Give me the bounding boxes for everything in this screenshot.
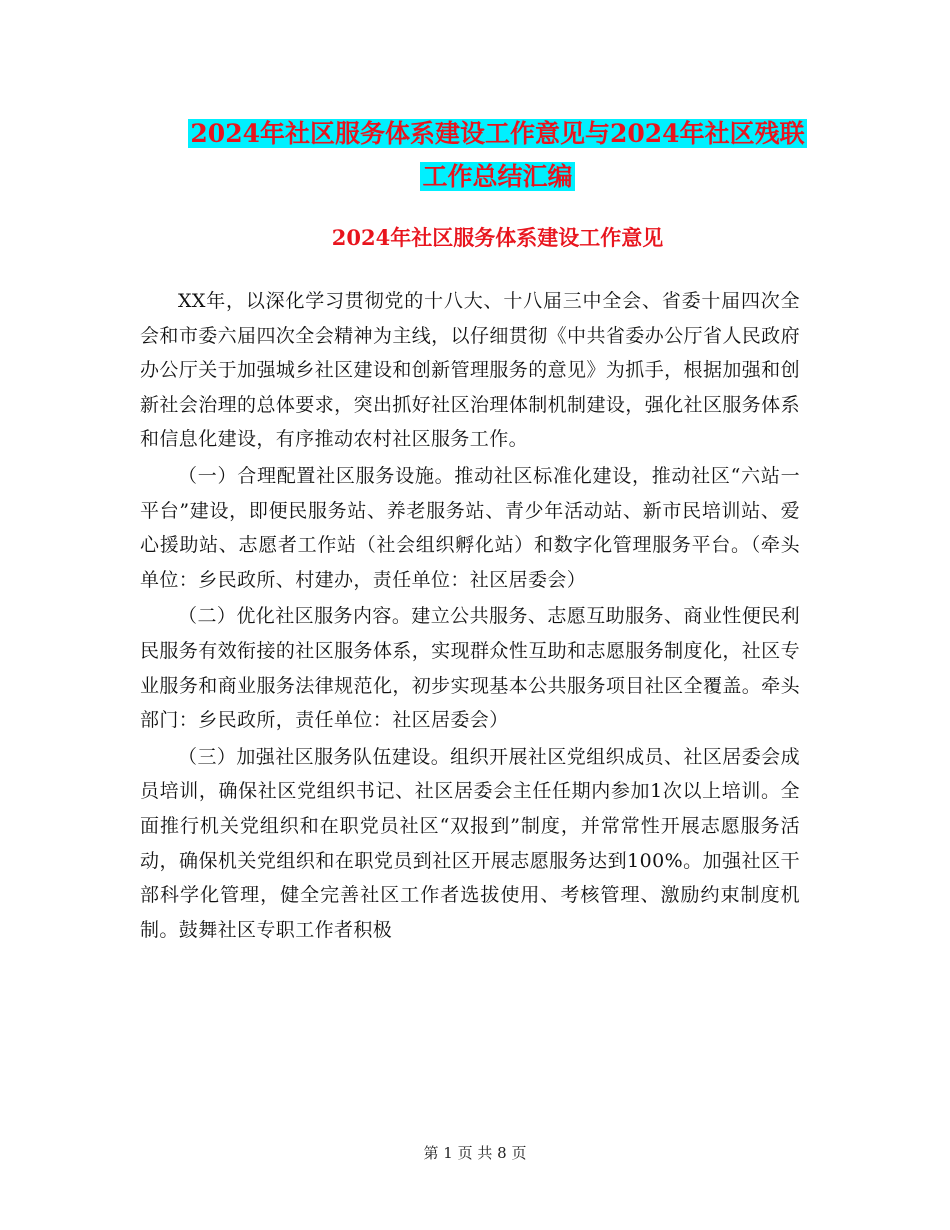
paragraph-item-1: （一）合理配置社区服务设施。推动社区标准化建设，推动社区“六站一平台”建设，即便民服务站、养老服务站、青少年活动站、新市民培训站、爱心援助站、志愿者工作站（社会组织孵化站）和数字化管理服务平台。（牵头单位：乡民政所、村建办，责任单位：社区居委会）: [140, 464, 800, 591]
document-body: [140, 284, 800, 949]
section-title: 2024年社区服务体系建设工作意见: [331, 225, 664, 250]
paragraph-intro: XX年，以深化学习贯彻党的十八大、十八届三中全会、省委十届四次全会和市委六届四次全会精神为主线，以仔细贯彻《中共省委办公厅省人民政府办公厅关于加强城乡社区建设和创新管理服务的意见》为抓手，根据加强和创新社会治理的总体要求，突出抓好社区治理体制机制建设，强化社区服务体系和信息化建设，有序推动农村社区服务工作。: [140, 290, 800, 451]
main-title-line-2: [140, 155, 855, 198]
main-title-line-1: [140, 112, 855, 155]
main-title-line-2-text: 工作总结汇编: [422, 162, 573, 191]
paragraph-item-3: （三）加强社区服务队伍建设。组织开展社区党组织成员、社区居委会成员培训，确保社区党组织书记、社区居委会主任任期内参加1次以上培训。全面推行机关党组织和在职党员社区“双报到”制度，并常常性开展志愿服务活动，确保机关党组织和在职党员到社区开展志愿服务达到100%。加强社区干部科学化管理，健全完善社区工作者选拔使用、考核管理、激励约束制度机制。鼓舞社区专职工作者积极: [140, 745, 800, 941]
page-footer: 第 1 页 共 8 页: [423, 1144, 527, 1162]
paragraph-item-2: （二）优化社区服务内容。建立公共服务、志愿互助服务、商业性便民利民服务有效衔接的社区服务体系，实现群众性互助和志愿服务制度化，社区专业服务和商业服务法律规范化，初步实现基本公共服务项目社区全覆盖。牵头部门：乡民政所，责任单位：社区居委会）: [140, 605, 800, 732]
main-title-line-1-text: 2024年社区服务体系建设工作意见与2024年社区残联: [190, 119, 805, 148]
